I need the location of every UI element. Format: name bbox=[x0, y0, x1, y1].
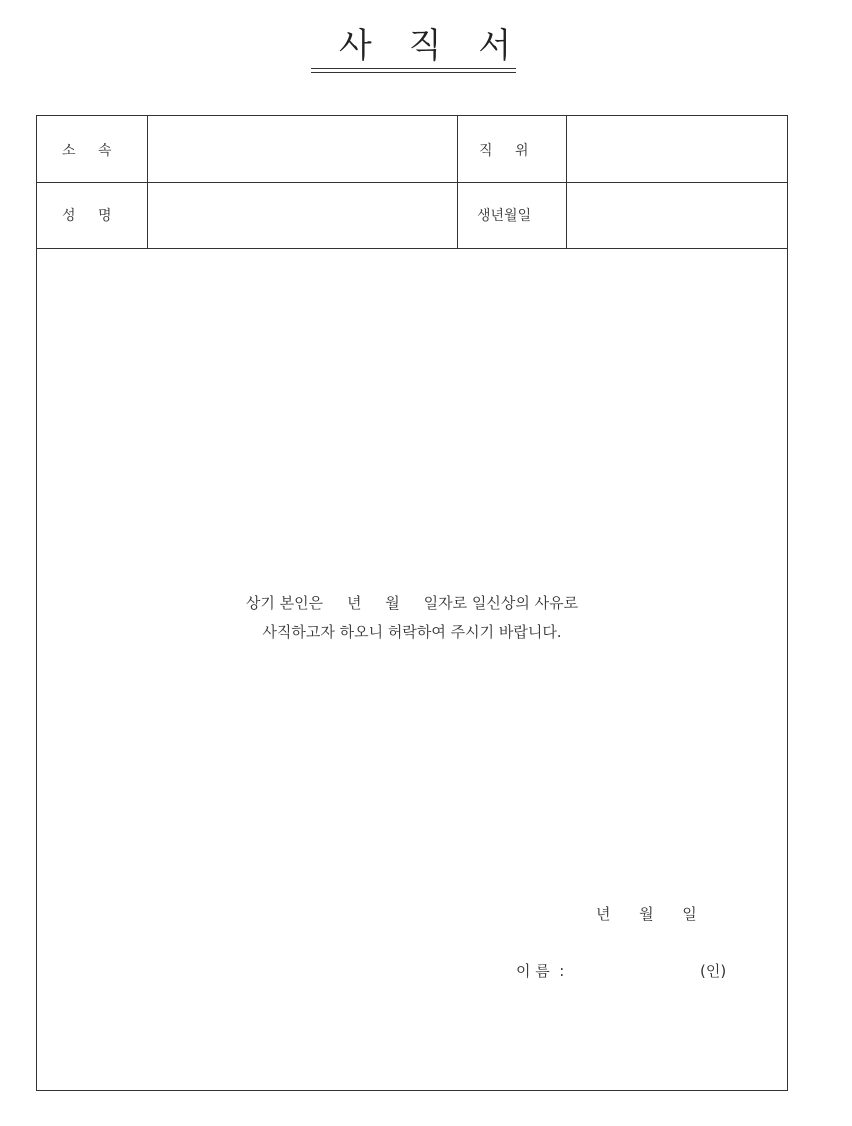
signature-name-label: 이 름 : bbox=[516, 962, 565, 980]
birthdate-field[interactable] bbox=[578, 205, 778, 225]
column-divider-1 bbox=[147, 115, 148, 248]
statement-line-2: 사직하고자 하오니 허락하여 주시기 바랍니다. bbox=[262, 623, 562, 641]
title-underline-bottom bbox=[311, 72, 516, 73]
column-divider-3 bbox=[566, 115, 567, 248]
row-divider-2 bbox=[36, 248, 788, 249]
column-divider-2 bbox=[457, 115, 458, 248]
signature-date: 년 월 일 bbox=[596, 905, 697, 923]
row-divider-1 bbox=[36, 182, 788, 183]
position-label: 직 위 bbox=[479, 143, 529, 159]
seal-mark: (인) bbox=[700, 962, 727, 980]
document-title: 사 직 서 bbox=[338, 26, 514, 66]
position-field[interactable] bbox=[578, 140, 778, 160]
affiliation-field[interactable] bbox=[160, 140, 445, 160]
name-field[interactable] bbox=[160, 205, 445, 225]
birthdate-label: 생년월일 bbox=[477, 208, 532, 224]
title-underline-top bbox=[311, 68, 516, 69]
statement-line-1: 상기 본인은 년 월 일자로 일신상의 사유로 bbox=[245, 594, 579, 612]
name-label: 성 명 bbox=[62, 208, 112, 224]
affiliation-label: 소 속 bbox=[62, 143, 112, 159]
